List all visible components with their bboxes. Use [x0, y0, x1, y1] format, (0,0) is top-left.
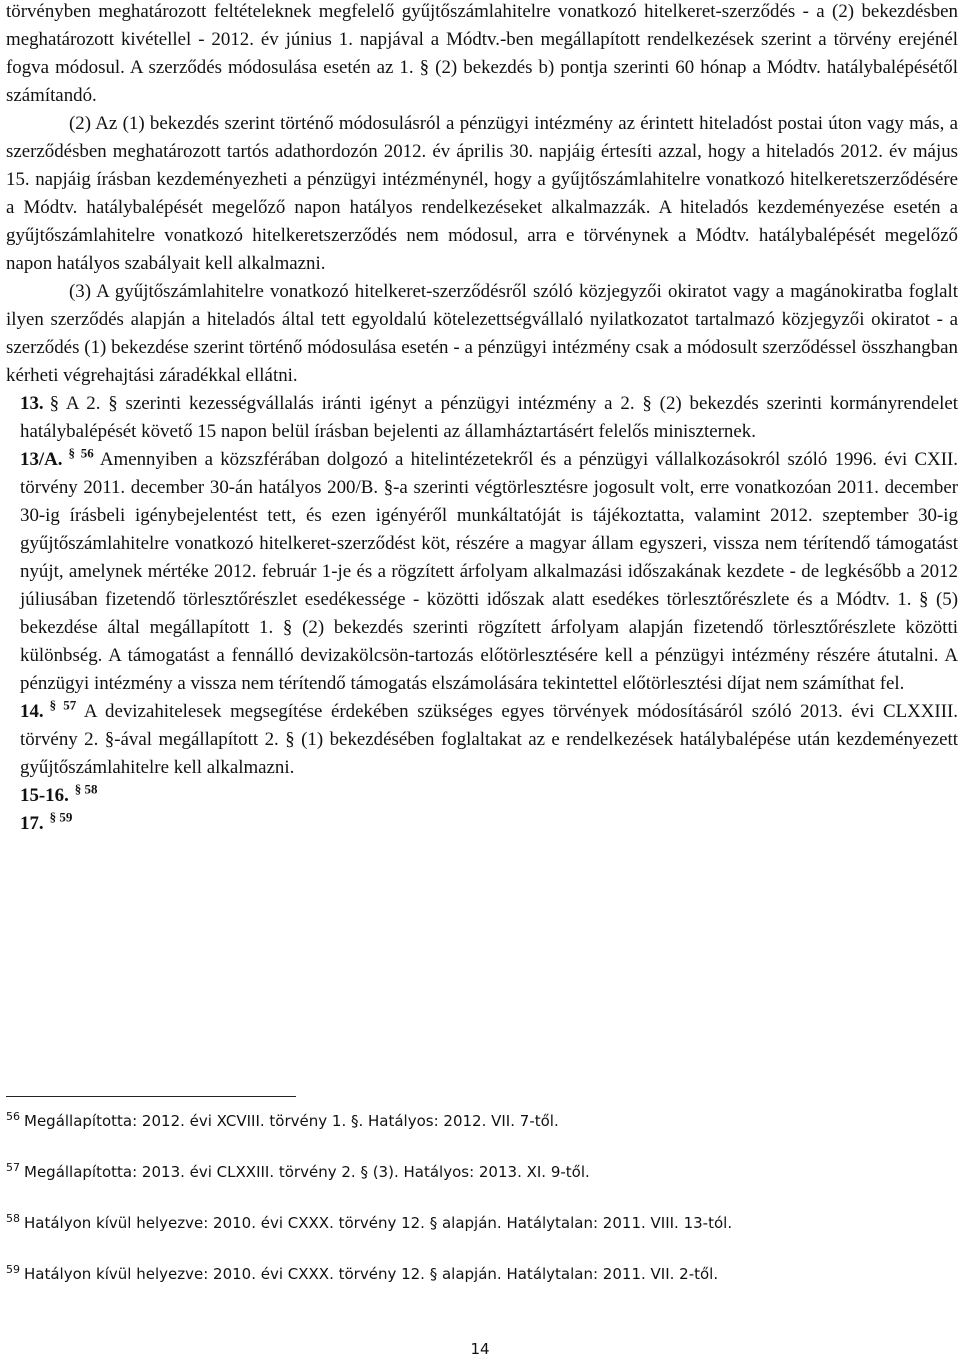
- section-13: [6, 390, 958, 446]
- page-number: 14: [470, 1340, 490, 1358]
- paragraph-continuation: törvényben meghatározott feltételeknek megfelelő gyűjtőszámlahitelre vonatkozó hitelkeret-szerződés - a (2) bekezdésben meghatározott kivétellel - 2012. év június 1. napjával a Módtv.-ben megállapított rendelkezések szerint a törvény erejénél fogva módosul. A szerződés módosulása esetén az 1. § (2) bekezdés b) pontja szerinti 60 hónap a Módtv. hatálybalépésétől számítandó.: [6, 1, 958, 106]
- paragraph-3: (3) A gyűjtőszámlahitelre vonatkozó hitelkeret-szerződésről szóló közjegyzői okiratot vagy a magánokiratba foglalt ilyen szerződés alapján a hiteladós által tett egyoldalú kötelezettségvállaló nyilatkozatot tartalmazó közjegyzői okiratot - a szerződés (1) bekezdése szerint történő módosulása esetén - a pénzügyi intézmény csak a módosult szerződéssel összhangban kérheti végrehajtási záradékkal ellátni.: [6, 281, 958, 386]
- footnote-reference: § 56: [68, 445, 94, 461]
- footnote-number: 56: [6, 1110, 20, 1123]
- paragraph-2: (2) Az (1) bekezdés szerint történő módosulásról a pénzügyi intézmény az érintett hiteladóst postai úton vagy más, a szerződésben meghatározott tartós adathordozón 2012. év április 30. napjáig értesíti azzal, hogy a hiteladós 2012. év május 15. napjáig írásban kezdeményezheti a pénzügyi intézménynél, hogy a gyűjtőszámlahitelre vonatkozó hitelkeretszerződésére a Módtv. hatálybalépését megelőző napon hatályos rendelkezéseket alkalmazzák. A hiteladós kezdeményezése esetén a gyűjtőszámlahitelre vonatkozó hitelkeretszerződés nem módosul, arra e törvénynek a Módtv. hatálybalépését megelőző napon hatályos szabályait kell alkalmazni.: [6, 113, 958, 274]
- footnote: [6, 1112, 956, 1130]
- footnote-text: Hatályon kívül helyezve: 2010. évi CXXX. törvény 12. § alapján. Hatálytalan: 2011. VII. 2-től.: [24, 1265, 719, 1283]
- footnote-reference: § 57: [49, 697, 77, 713]
- section-number: 17.: [20, 813, 44, 834]
- footnote-text: Hatályon kívül helyezve: 2010. évi CXXX. törvény 12. § alapján. Hatálytalan: 2011. VIII. 13-tól.: [24, 1214, 733, 1232]
- section-text: § A 2. § szerinti kezességvállalás iránti igényt a pénzügyi intézmény a 2. § (2) bekezdés szerinti kormányrendelet hatálybalépését követő 15 napon belül írásban bejelenti az államháztartásért felelős miniszternek.: [20, 393, 958, 442]
- section-number: 15-16.: [20, 785, 69, 806]
- section-number: 13.: [20, 393, 44, 414]
- footnote-number: 59: [6, 1263, 20, 1276]
- section-text: A devizahitelesek megsegítése érdekében szükséges egyes törvények módosításáról szóló 2013. évi CLXXIII. törvény 2. §-ával megállapított 2. § (1) bekezdésében foglaltakat az e rendelkezések hatálybalépése után kezdeményezett gyűjtőszámlahitelre kell alkalmazni.: [20, 701, 958, 778]
- footnote: [6, 1265, 956, 1283]
- section-number: 13/A.: [20, 449, 63, 470]
- section-15-16: [6, 782, 958, 810]
- footnote-separator: [6, 1096, 296, 1097]
- footnotes: [6, 1112, 956, 1316]
- section-text: Amennyiben a közszférában dolgozó a hitelintézetekről és a pénzügyi vállalkozásokról szóló 1996. évi CXII. törvény 2011. december 30-án hatályos 200/B. §-a szerinti végtörlesztésre jogosult volt, erre vonatkozóan 2011. december 30-ig írásbeli igénybejelentést tett, és ezen igényéről munkáltatóját is tájékoztatta, valamint 2012. szeptember 30-ig gyűjtőszámlahitelre vonatkozó hitelkeret-szerződést köt, részére a magyar állam egyszeri, vissza nem térítendő támogatást nyújt, amelynek mértéke 2012. február 1-je és a rögzített árfolyam alkalmazási időszakának kezdete - de legkésőbb a 2012 júliusában fizetendő törlesztőrészlet esedékessége - közötti időszak alatt esedékes törlesztőrészlete és a Módtv. 1. § (5) bekezdése által megállapított 1. § (2) bekezdés szerinti rögzített árfolyam alapján fizetendő törlesztőrészlete közötti különbség. A támogatást a fennálló devizakölcsön-tartozás előtörlesztésére kell a pénzügyi intézmény részére átutalni. A pénzügyi intézmény a vissza nem térítendő támogatás elszámolására tekintettel előtörlesztési díjat nem számíthat fel.: [20, 449, 958, 694]
- footnote: [6, 1214, 956, 1232]
- footnote-text: Megállapította: 2013. évi CLXXIII. törvény 2. § (3). Hatályos: 2013. XI. 9-től.: [24, 1163, 590, 1181]
- footnote-reference: § 59: [49, 809, 73, 825]
- footnote-number: 57: [6, 1161, 20, 1174]
- section-17: [6, 810, 958, 838]
- footnote-number: 58: [6, 1212, 20, 1225]
- body-text: [6, 0, 958, 838]
- footnote-text: Megállapította: 2012. évi XCVIII. törvény 1. §. Hatályos: 2012. VII. 7-től.: [24, 1112, 559, 1130]
- footnote-reference: § 58: [74, 781, 98, 797]
- section-14: [6, 698, 958, 782]
- section-13a: [6, 446, 958, 698]
- footnote: [6, 1163, 956, 1181]
- section-number: 14.: [20, 701, 44, 722]
